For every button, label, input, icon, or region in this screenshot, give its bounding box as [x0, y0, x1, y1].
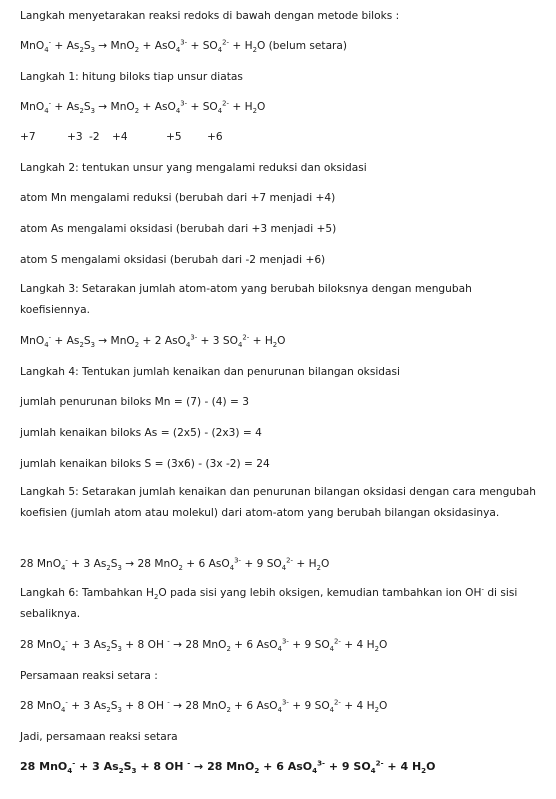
- equation-superscript: 2-: [286, 556, 294, 565]
- equation-superscript: 3-: [317, 758, 326, 768]
- step-1-heading: Langkah 1: hitung biloks tiap unsur diatas: [20, 71, 243, 83]
- equation-text: + 6 AsO: [182, 558, 230, 570]
- equation-superscript: 2-: [242, 333, 250, 342]
- equation-step-1: [20, 99, 542, 115]
- equation-subscript: 2: [316, 564, 321, 573]
- balanced-heading: Persamaan reaksi setara :: [20, 670, 158, 682]
- equation-final: [20, 759, 542, 775]
- equation-text: S: [83, 40, 91, 52]
- equation-subscript: 2: [374, 706, 379, 715]
- equation-subscript: 2: [226, 706, 231, 715]
- equation-superscript: -: [48, 99, 52, 108]
- equation-unbalanced: [20, 38, 542, 54]
- equation-superscript: 3-: [234, 556, 241, 565]
- equation-step-6: [20, 637, 542, 653]
- equation-text: O: [378, 639, 388, 651]
- equation-text: → MnO: [94, 101, 135, 113]
- equation-subscript: 2: [118, 766, 124, 776]
- equation-subscript: 4: [277, 645, 283, 654]
- equation-subscript: 2: [106, 564, 111, 573]
- equation-superscript: 3-: [190, 333, 198, 342]
- equation-text: O (belum setara): [256, 40, 348, 52]
- equation-superscript: -: [48, 333, 52, 342]
- equation-subscript: 2: [134, 107, 140, 116]
- equation-subscript: 4: [185, 341, 191, 350]
- conclusion-heading: Jadi, persamaan reaksi setara: [20, 731, 178, 743]
- equation-subscript: 4: [175, 46, 181, 55]
- equation-subscript: 2: [272, 341, 278, 350]
- equation-superscript: 2-: [334, 637, 341, 646]
- equation-subscript: 3: [117, 645, 122, 654]
- equation-text: S: [110, 700, 118, 712]
- equation-text: + 2 AsO: [139, 335, 186, 347]
- equation-text: O: [378, 700, 388, 712]
- equation-subscript: 2: [226, 645, 231, 654]
- equation-subscript: 2: [252, 46, 257, 55]
- equation-text: + 9 SO: [288, 700, 330, 712]
- equation-text: + SO: [187, 101, 218, 113]
- ox-number-so4: +6: [207, 131, 223, 143]
- equation-subscript: 4: [329, 706, 335, 715]
- equation-text: O: [277, 335, 286, 347]
- equation-subscript: 4: [329, 645, 335, 654]
- equation-text: + As: [51, 335, 80, 347]
- equation-subscript: 2: [79, 107, 84, 116]
- equation-text: + As: [51, 40, 80, 52]
- equation-balanced: [20, 698, 542, 714]
- equation-subscript: 4: [67, 766, 73, 776]
- equation-text: + 8 OH: [136, 760, 188, 773]
- step-5-heading: Langkah 5: Setarakan jumlah kenaikan dan penurunan bilangan oksidasi dengan cara mengubah koefisien (jumlah atom atau molekul) dari atom-atom yang berubah bilangan oksidasinya.: [20, 486, 536, 519]
- equation-subscript: 3: [90, 107, 95, 116]
- equation-subscript: 4: [217, 46, 223, 55]
- equation-text: + 9 SO: [240, 558, 282, 570]
- equation-text: + 3 SO: [197, 335, 238, 347]
- equation-text: + 3 As: [75, 760, 119, 773]
- equation-text: S: [83, 335, 91, 347]
- equation-superscript: -: [65, 637, 68, 646]
- equation-subscript: 4: [237, 341, 243, 350]
- equation-subscript: 4: [281, 564, 287, 573]
- equation-text: + SO: [187, 40, 218, 52]
- ox-number-mno2: +4: [112, 131, 128, 143]
- equation-subscript: 3: [131, 766, 137, 776]
- equation-text: + 4 H: [340, 639, 375, 651]
- equation-text: + 3 As: [67, 558, 107, 570]
- ox-number-mn: +7: [20, 131, 36, 143]
- equation-superscript: 3-: [282, 698, 289, 707]
- equation-text: + 3 As: [67, 700, 107, 712]
- equation-text: + 4 H: [340, 700, 375, 712]
- as-increase-text: jumlah kenaikan biloks As = (2x5) - (2x3) = 4: [20, 427, 262, 439]
- equation-text: 28 MnO: [20, 760, 68, 773]
- equation-text: → 28 MnO: [169, 700, 227, 712]
- equation-text: → 28 MnO: [190, 760, 255, 773]
- equation-superscript: 2-: [334, 698, 341, 707]
- equation-superscript: -: [65, 698, 68, 707]
- equation-text: 28 MnO: [20, 700, 62, 712]
- equation-subscript: 2: [106, 645, 111, 654]
- equation-text: 28 MnO: [20, 639, 62, 651]
- equation-text: S: [83, 101, 91, 113]
- equation-subscript: 4: [370, 766, 376, 776]
- equation-text: + As: [51, 101, 80, 113]
- step-4-heading: Langkah 4: Tentukan jumlah kenaikan dan penurunan bilangan oksidasi: [20, 366, 400, 378]
- equation-text: → 28 MnO: [121, 558, 179, 570]
- equation-subscript: 2: [134, 46, 140, 55]
- equation-text: S: [110, 558, 118, 570]
- equation-subscript: 2: [178, 564, 183, 573]
- equation-subscript: 3: [90, 46, 95, 55]
- equation-step-5: [20, 556, 542, 572]
- equation-subscript: 2: [374, 645, 379, 654]
- step-2-heading: Langkah 2: tentukan unsur yang mengalami reduksi dan oksidasi: [20, 162, 367, 174]
- equation-subscript: 2: [252, 107, 257, 116]
- equation-step-3: [20, 333, 542, 349]
- intro-text: Langkah menyetarakan reaksi redoks di bawah dengan metode biloks :: [20, 10, 400, 22]
- equation-subscript: 2: [134, 341, 140, 350]
- equation-text: + 3 As: [67, 639, 107, 651]
- as-oxidation-text: atom As mengalami oksidasi (berubah dari +3 menjadi +5): [20, 223, 337, 235]
- ox-number-s: -2: [89, 131, 100, 143]
- equation-subscript: 4: [277, 706, 283, 715]
- s-increase-text: jumlah kenaikan biloks S = (3x6) - (3x -2) = 24: [20, 458, 270, 470]
- equation-text: + 4 H: [383, 760, 422, 773]
- equation-subscript: 4: [229, 564, 235, 573]
- equation-superscript: 2-: [222, 38, 229, 47]
- equation-text: MnO: [20, 101, 45, 113]
- equation-text: + H: [293, 558, 317, 570]
- equation-superscript: -: [65, 556, 68, 565]
- oxidation-numbers-row: [20, 129, 542, 145]
- equation-subscript: 4: [44, 46, 49, 55]
- equation-text: + 6 AsO: [230, 700, 278, 712]
- equation-text: + 8 OH: [121, 639, 168, 651]
- equation-text: + 6 AsO: [230, 639, 278, 651]
- equation-subscript: 4: [175, 107, 181, 116]
- equation-subscript: 4: [61, 564, 66, 573]
- equation-superscript: 3-: [180, 99, 188, 108]
- mn-reduction-text: atom Mn mengalami reduksi (berubah dari +7 menjadi +4): [20, 192, 336, 204]
- equation-text: + 9 SO: [288, 639, 330, 651]
- equation-text: O: [320, 558, 330, 570]
- s-oxidation-text: atom S mengalami oksidasi (berubah dari -2 menjadi +6): [20, 254, 326, 266]
- equation-superscript: -: [48, 38, 52, 47]
- equation-text: → 28 MnO: [169, 639, 227, 651]
- equation-subscript: 2: [254, 766, 260, 776]
- equation-subscript: 4: [44, 341, 49, 350]
- equation-text: 28 MnO: [20, 558, 62, 570]
- mn-decrease-text: jumlah penurunan biloks Mn = (7) - (4) = 3: [20, 396, 250, 408]
- equation-subscript: 4: [44, 107, 49, 116]
- equation-subscript: 3: [117, 564, 122, 573]
- equation-superscript: -: [167, 637, 170, 646]
- equation-superscript: 3-: [180, 38, 188, 47]
- equation-text: + H: [229, 40, 253, 52]
- equation-text: + AsO: [139, 40, 176, 52]
- equation-subscript: 3: [117, 706, 122, 715]
- equation-superscript: -: [72, 758, 76, 768]
- equation-text: MnO: [20, 335, 45, 347]
- equation-subscript: 2: [421, 766, 427, 776]
- equation-text: MnO: [20, 40, 45, 52]
- step-3-heading: Langkah 3: Setarakan jumlah atom-atom yang berubah biloksnya dengan mengubah koefisiennya.: [20, 283, 472, 316]
- equation-subscript: 4: [217, 107, 223, 116]
- equation-superscript: -: [167, 698, 170, 707]
- equation-text: + 6 AsO: [259, 760, 313, 773]
- equation-subscript: 4: [61, 645, 66, 654]
- equation-subscript: 4: [61, 706, 66, 715]
- equation-text: O: [256, 101, 266, 113]
- equation-subscript: 3: [90, 341, 95, 350]
- equation-text: S: [110, 639, 118, 651]
- equation-text: + AsO: [139, 101, 176, 113]
- equation-text: + 8 OH: [121, 700, 168, 712]
- equation-text: → MnO: [94, 335, 135, 347]
- equation-superscript: 2-: [375, 758, 384, 768]
- equation-subscript: 2: [106, 706, 111, 715]
- equation-text: O: [426, 760, 436, 773]
- equation-text: S: [123, 760, 132, 773]
- equation-text: + H: [249, 335, 273, 347]
- equation-subscript: 2: [79, 46, 84, 55]
- equation-text: + H: [229, 101, 253, 113]
- equation-text: → MnO: [94, 40, 135, 52]
- equation-subscript: 2: [79, 341, 84, 350]
- ox-number-aso4: +5: [166, 131, 182, 143]
- equation-subscript: 4: [312, 766, 318, 776]
- step-6-heading: Langkah 6: Tambahkan $H_2O$ pada sisi yang lebih oksigen, kemudian tambahkan ion OH- di sisi sebaliknya.: [20, 585, 518, 620]
- equation-superscript: 3-: [282, 637, 289, 646]
- equation-text: + 9 SO: [325, 760, 371, 773]
- equation-superscript: 2-: [222, 99, 229, 108]
- equation-superscript: -: [187, 758, 191, 768]
- ox-number-as: +3: [67, 131, 83, 143]
